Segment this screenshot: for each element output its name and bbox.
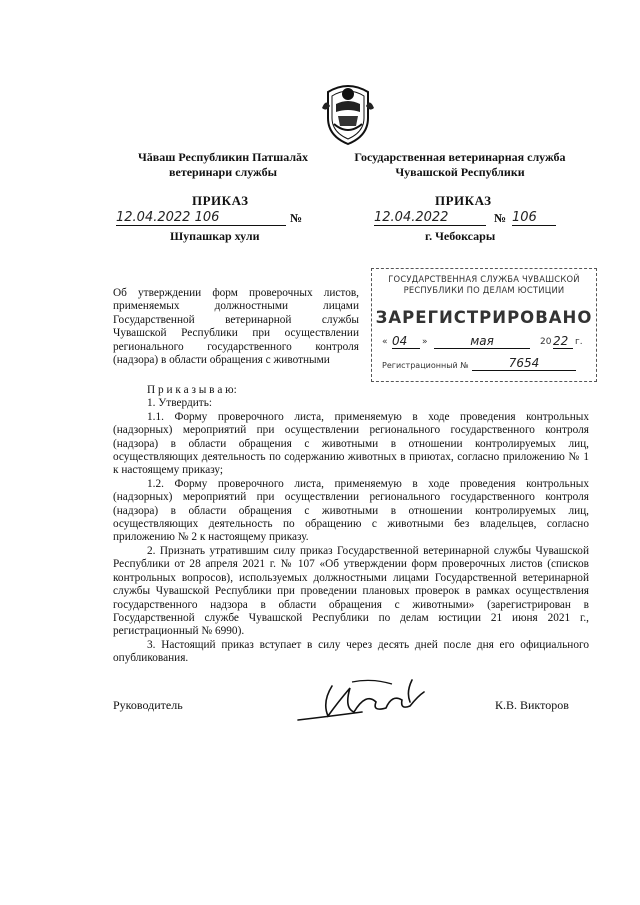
stamp-line-1: ГОСУДАРСТВЕННАЯ СЛУЖБА ЧУВАШСКОЙ [388, 274, 580, 284]
stamp-reg-row [372, 356, 596, 373]
stamp-line-2: РЕСПУБЛИКИ ПО ДЕЛАМ ЮСТИЦИИ [403, 285, 565, 295]
signatory-name: К.В. Викторов [495, 698, 569, 712]
order-word: П р и к а з ы в а ю: [147, 384, 237, 396]
right-org-line-2: Чувашской Республики [395, 165, 525, 179]
registration-stamp [371, 268, 597, 382]
coat-of-arms-emblem [320, 78, 376, 148]
paragraph-3: 3. Настоящий приказ вступает в силу через десять дней после дня его официального опубликования. [113, 638, 589, 665]
left-organization-name [128, 150, 318, 180]
stamp-year-suffix: 22 [553, 334, 573, 349]
stamp-reg-label: Регистрационный № [382, 361, 469, 370]
right-number-handwritten: 106 [512, 210, 556, 226]
paragraph-1-2: 1.2. Форму проверочного листа, применяемую в ходе проведения контрольных (надзорных) мероприятий при осуществлении регионального государственного контроля (надзора) в области обращения с животными в отношении контролируемых лиц, осуществляющих деятельность по обращению с животными без владельцев, согласно приложению № 2 к настоящему приказу. [113, 477, 589, 544]
right-place: г. Чебоксары [425, 229, 496, 243]
right-org-line-1: Государственная ветеринарная служба [354, 150, 566, 164]
left-date-number-handwritten: 12.04.2022 106 [116, 210, 286, 226]
right-number-sign: № [494, 211, 507, 225]
order-body [113, 384, 589, 666]
stamp-quote-close: » [422, 337, 428, 347]
left-org-line-1: Чăваш Республикин Патшалăх [137, 150, 309, 164]
stamp-quote-open: « [382, 337, 388, 347]
order-subject: Об утверждении форм проверочных листов, применяемых должностными лицами Государственной ветеринарной службы Чувашской Республики при осуществлении регионального государственного контроля (надзора) в области обращения с животными [113, 287, 359, 367]
left-order-title: ПРИКАЗ [192, 193, 249, 208]
right-organization-name [345, 150, 575, 180]
stamp-year-unit: г. [575, 337, 583, 347]
stamp-reg-number: 7654 [472, 356, 576, 371]
right-date-handwritten: 12.04.2022 [374, 210, 486, 226]
signatory-position: Руководитель [113, 698, 183, 712]
paragraph-1-1: 1.1. Форму проверочного листа, применяемую в ходе проведения контрольных (надзорных) мероприятий при осуществлении регионального государственного контроля (надзора) в области обращения с животными в отношении контролируемых лиц, осуществляющих деятельность по содержанию животных в приютах, согласно приложению № 1 к настоящему приказу; [113, 410, 589, 477]
handwritten-signature [292, 672, 442, 728]
paragraph-2: 2. Признать утратившим силу приказ Государственной ветеринарной службы Чувашской Республики от 28 апреля 2021 г. № 107 «Об утверждении форм проверочных листов (списков контрольных вопросов), используемых должностными лицами Государственной ветеринарной службы Чувашской Республики при проведении плановых проверок в рамках осуществления государственного надзора в области обращения с животными» (зарегистрирован в Государственной службе Чувашской Республики по делам юстиции 21 июня 2021 г., регистрационный № 6990). [113, 544, 589, 638]
paragraph-1: 1. Утвердить: [147, 397, 213, 410]
left-number-sign: № [290, 211, 303, 225]
stamp-registered: ЗАРЕГИСТРИРОВАНО [375, 308, 593, 327]
stamp-month: мая [434, 334, 530, 349]
stamp-date-row [372, 334, 596, 353]
stamp-year-prefix: 20 [540, 337, 552, 347]
left-org-line-2: ветеринари службы [169, 165, 277, 179]
stamp-day: 04 [392, 334, 420, 349]
right-order-title: ПРИКАЗ [435, 193, 492, 208]
left-place: Шупашкар хули [170, 229, 260, 243]
